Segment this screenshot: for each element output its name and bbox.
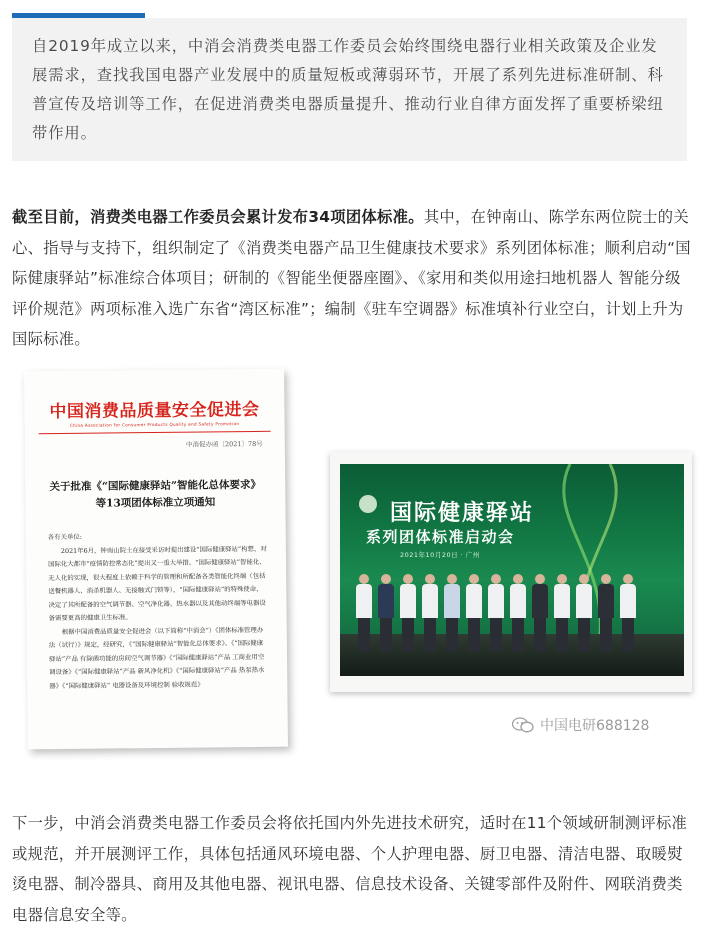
paragraph-standards-lead: 截至目前，消费类电器工作委员会累计发布34项团体标准。: [12, 208, 424, 226]
attendee: [554, 574, 570, 652]
doc-title-line2: 等13项团体标准立项通知: [95, 496, 216, 510]
attendee: [400, 574, 416, 652]
event-date: 2021年10月20日 · 广州: [400, 551, 480, 559]
approval-notice-document: [24, 369, 288, 750]
attendee: [598, 574, 614, 652]
paragraph-next-steps: 下一步，中消会消费类电器工作委员会将依托国内外先进技术研究，适时在11个领域研制测评标准或规范，并开展测评工作，具体包括通风环境电器、个人护理电器、厨卫电器、清洁电器、取暖熨烫电器、制冷器具、商用及其他电器、视讯电器、信息技术设备、关键零部件及附件、网联消费类电器信息安全等。: [12, 814, 688, 924]
event-photo: [340, 464, 684, 676]
doc-number: 中消促办函〔2021〕78号: [185, 439, 263, 449]
paragraph-standards-body: 其中，在钟南山、陈学东两位院士的关心、指导与支持下，组织制定了《消费类电器产品卫生健康技术要求》系列团体标准；顺利启动“国际健康驿站”标准综合体项目；研制的《智能坐便器座圈》、《家用和类似用途扫地机器人 智能分级评价规范》两项标准入选广东省“湾区标准”；编制《驻车空调器》标准填补行业空白，计划上升为国际标准。: [12, 208, 691, 348]
doc-red-divider: [39, 431, 271, 434]
doc-body: [48, 529, 270, 693]
doc-org-name-en: China Association for Consumer Products Quality and Safety Promotion: [69, 421, 240, 428]
watermark: [512, 715, 649, 735]
attendee: [444, 574, 460, 652]
attendee: [488, 574, 504, 652]
attendee: [378, 574, 394, 652]
watermark-text: 中国电研688128: [540, 718, 650, 734]
intro-quote-text: 自2019年成立以来，中消会消费类电器工作委员会始终围绕电器行业相关政策及企业发展需求，查找我国电器产业发展中的质量短板或薄弱环节，开展了系列先进标准研制、科普宣传及培训等工作，在促进消费类电器质量提升、推动行业自律方面发挥了重要桥梁纽带作用。: [32, 37, 664, 142]
intro-quote-box: [12, 18, 687, 161]
event-photo-frame: [330, 452, 692, 692]
paragraph-standards: [12, 202, 692, 355]
attendee: [510, 574, 526, 652]
event-title: 国际健康驿站: [390, 501, 535, 526]
attendee: [576, 574, 592, 652]
doc-org-name: 中国消费品质量安全促进会: [49, 399, 260, 423]
attendee: [620, 574, 636, 652]
doc-salutation: 各有关单位:: [47, 532, 82, 542]
wechat-icon: [512, 717, 534, 733]
doc-body-paragraph: 根据中国消费品质量安全促进会（以下简称“中消会”）《团体标准管理办法（试行）》规定，经研究，《“国际健康驿站”智能化总体要求》、《“国际健康驿站”产品 有除菌功能的房间空气调节器》《“国际健康驿站”产品 工商业用空调设备》《“国际健康驿站”产品 新风净化机》《“国际健康驿站”产品 热泵热水器》《“国际健康驿站” 电器设备及环境控制 验收规范》: [48, 625, 265, 690]
attendee: [466, 574, 482, 652]
attendees-group: [356, 562, 656, 652]
attendee: [532, 574, 548, 652]
doc-title-line1: 关于批准《“国际健康驿站”智能化总体要求》: [49, 478, 262, 494]
photo-composite: [12, 360, 694, 755]
attendee: [422, 574, 438, 652]
doc-body-paragraph: 2021年6月，钟南山院士在接受采访时提出建设“国际健康驿站”构想，对国际化大都市“疫情防控常态化”提出又一重大举措。“国际健康驿站”智能化、无人化的实现，很大程度上依赖于科学的管理和所配备各类智能化终端（包括送餐机器人、消杀机器人、无接触式门锁等），“国际健康驿站”的特殊使命，决定了其所配备的空气调节器、空气净化器、热水器以及其他动终端等电器设备需要更高的健康卫生标准。: [48, 544, 267, 623]
attendee: [356, 574, 372, 652]
event-subtitle: 系列团体标准启动会: [366, 528, 515, 546]
doc-title: [37, 477, 273, 513]
